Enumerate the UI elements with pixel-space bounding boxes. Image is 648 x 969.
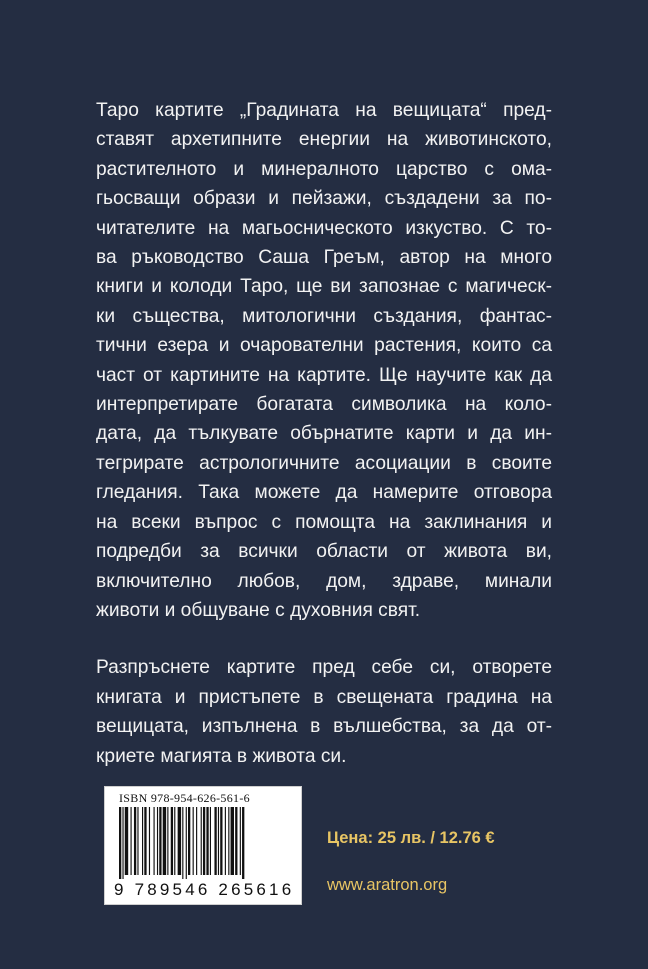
text-line: книгата и пристъпете в свещената градина на [96,686,552,708]
text-line: вещицата, изпълнена в вълшебства, за да от- [96,716,552,738]
price-label: Цена: 25 лв. / 12.76 € [327,829,495,847]
text-line: ки същества, митологични създания, фантас- [96,305,552,327]
isbn-label: ISBN 978-954-626-561-6 [119,791,250,805]
barcode-stripe [149,807,150,875]
barcode-stripe [131,807,132,875]
barcode-stripe [163,807,166,875]
barcode-digits: 9 789546 265616 [114,880,295,899]
barcode-stripe [206,807,208,875]
text-line: криете магията в живота си. [96,745,347,767]
paragraph-2 [96,653,552,771]
barcode-bars [119,807,291,879]
barcode-stripe [178,807,181,875]
barcode-stripe [122,807,123,879]
barcode-stripe [196,807,197,875]
text-line: ставят архетипните енергии на животинското, [96,129,552,151]
barcode-stripe [125,807,128,875]
text-line: гьосващи образи и пейзажи, създадени за по- [96,188,552,210]
barcode-stripe [167,807,168,875]
description-text [96,96,552,771]
barcode-stripe [119,807,121,879]
barcode-stripe [218,807,219,875]
barcode-stripe [201,807,202,875]
barcode-stripe [171,807,173,875]
barcode-stripe [203,807,205,875]
barcode-stripe [225,807,226,875]
barcode-stripe [154,807,155,875]
text-line: тични езера и очарователни растения, които са [96,335,552,357]
text-line: животи и общуване с духовния свят. [96,599,421,621]
barcode-stripe [144,807,146,875]
barcode-stripe [210,807,211,875]
barcode-stripe [142,807,143,875]
barcode-stripe [174,807,175,875]
barcode-stripe [157,807,158,875]
barcode-stripe [242,807,244,879]
text-line: част от картините на картите. Ще научите как да [96,364,552,386]
text-line: ва ръководство Саша Греъм, автор на много [96,247,552,269]
barcode-stripe [137,807,138,875]
isbn-barcode [104,786,302,905]
barcode-stripe [240,807,241,875]
text-line: включително любов, дом, здраве, минали [96,570,552,592]
barcode-stripe [214,807,216,875]
text-line: читателите на магьосническото изкуство. С то- [96,217,552,239]
text-line: книги и колоди Таро, ще ви запознае с магическ- [96,276,552,298]
barcode-stripe [134,807,136,875]
barcode-stripe [228,807,229,875]
text-line: на всеки въпрос с помощта на заклинания и [96,511,552,533]
website-link[interactable]: www.aratron.org [327,876,448,894]
barcode-stripe [186,807,187,879]
barcode-stripe [235,807,237,875]
text-line: интерпретирате богатата символика на коло- [96,394,552,416]
barcode-stripe [182,807,183,879]
text-line: Таро картите „Градината на вещицата“ пред- [96,100,552,121]
barcode-stripe [220,807,222,875]
barcode-stripe [231,807,234,875]
barcode-stripe [188,807,190,875]
barcode-stripe [193,807,194,875]
text-line: подредби за всички области от живота ви, [96,541,552,563]
text-line: растителното и минералното царство с ома- [96,158,552,180]
text-line: тегрирате астрологичните асоциации в своите [96,452,552,474]
text-line: дата, да тълкувате обърнатите карти и да ин- [96,423,552,445]
text-line: Разпръснете картите пред себе си, отворете [96,657,552,679]
barcode-stripe [159,807,161,875]
text-line: гледания. Така можете да намерите отговора [96,482,552,504]
paragraph-1 [96,96,552,625]
